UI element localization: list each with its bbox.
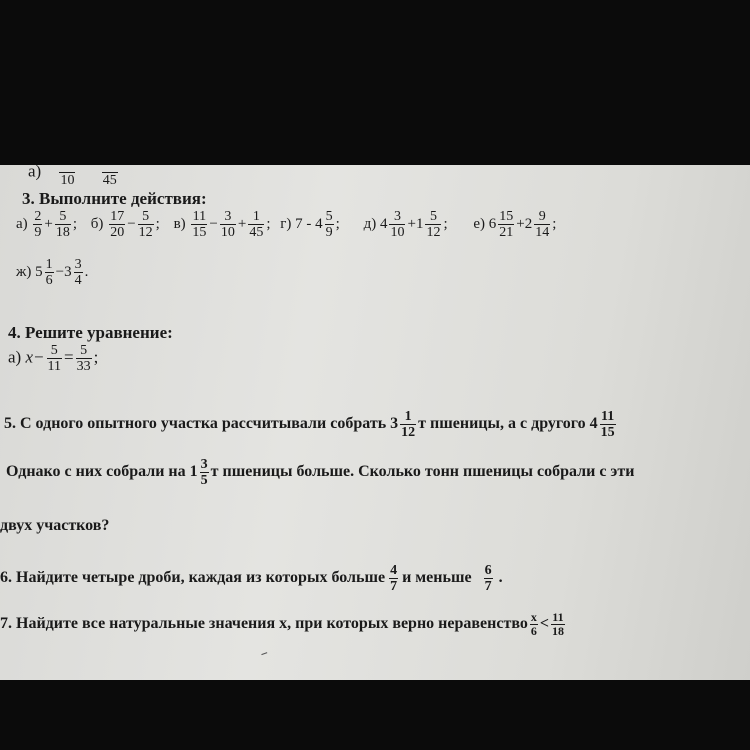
cut-off-line (28, 165, 120, 188)
cut-fraction-1: 10 (59, 165, 75, 188)
task4-a: а) x− $\frac{5}{11}$ = $\frac{5}{33}$ ; (8, 343, 99, 374)
task5-line1: 5. С одного опытного участка рассчитывали собрать 3 $\frac{1}{12}$ т пшеницы, а с другого 4 $\frac{11}{15}$ (4, 409, 615, 440)
task3-v: в) $\frac{11}{15}$ − $\frac{3}{10}$ + $\frac{1}{45}$ ; (173, 209, 271, 240)
cut-label: а) (28, 165, 42, 181)
task5-line2: Однако с них собрали на 1 $\frac{3}{5}$ т пшеницы больше. Сколько тонн пшеницы собрали с эти (6, 457, 635, 488)
task6: 6. Найдите четыре дроби, каждая из которых больше $\frac{4}{7}$ и меньше $\frac{6}{7}$ . (0, 563, 503, 594)
task3-g: г) 7 - 4 $\frac{5}{9}$ ; (280, 209, 340, 240)
pen-mark (261, 652, 268, 659)
task3-e: е) 6 $\frac{15}{21}$ +2 $\frac{9}{14}$ ; (473, 209, 557, 240)
task3-row1 (16, 209, 556, 240)
task3-b: б) $\frac{17}{20}$ − $\frac{5}{12}$ ; (90, 209, 160, 240)
task5-line3: двух участков? (0, 517, 110, 534)
worksheet-page (0, 165, 750, 680)
task3-d: д) 4 $\frac{3}{10}$ +1 $\frac{5}{12}$ ; (363, 209, 448, 240)
task3-a: а) $\frac{2}{9}$ + $\frac{5}{18}$ ; (16, 209, 78, 240)
task3-zh: ж) 5 $\frac{1}{6}$ −3 $\frac{3}{4}$ . (16, 257, 89, 288)
task7: 7. Найдите все натуральные значения x, при которых верно неравенство $\frac{x}{6}$ < $\frac{11}{18}$ (0, 610, 564, 638)
task4-title: 4. Решите уравнение: (8, 323, 173, 342)
cut-fraction-2: 45 (102, 165, 118, 188)
task3-title: 3. Выполните действия: (22, 189, 207, 208)
